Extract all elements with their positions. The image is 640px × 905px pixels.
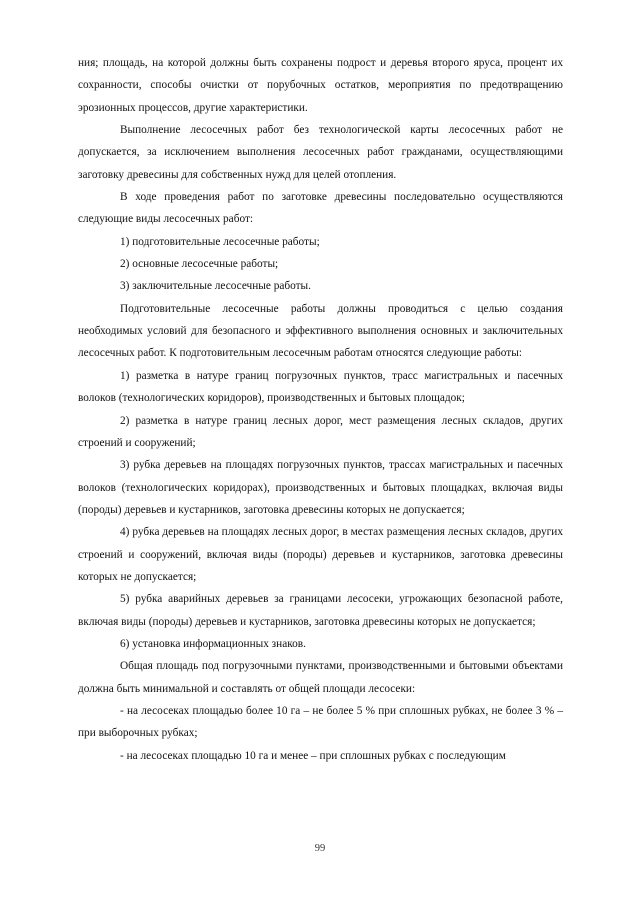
- list-item: 6) установка информационных знаков.: [120, 637, 306, 650]
- list-item: 1) разметка в натуре границ погрузочных пунктов, трасс магистральных и пасечных волоков (технологических коридоров), производственных и бытовых площадок;: [78, 369, 563, 405]
- paragraph: Общая площадь под погрузочными пунктами, производственными и бытовыми объектами должна быть минимальной и составлять от общей площади лесосеки:: [78, 660, 563, 695]
- page-number: 99: [314, 843, 326, 854]
- list-item: 2) основные лесосечные работы;: [120, 258, 279, 271]
- list-item: 3) рубка деревьев на площадях погрузочных пунктов, трассах магистральных и пасечных волоков (технологических коридорах), производственных и бытовых площадках, включая виды (породы) деревьев и кустарников, заготовка древесины которых не допускается;: [78, 459, 563, 516]
- list-item: 2) разметка в натуре границ лесных дорог, мест размещения лесных складов, других строений и сооружений;: [78, 414, 563, 449]
- list-item: 3) заключительные лесосечные работы.: [120, 280, 311, 293]
- paragraph: ния; площадь, на которой должны быть сохранены подрост и деревья второго яруса, процент их сохранности, способы очистки от порубочных остатков, мероприятия по предотвращению эрозионных процессов, другие характеристики.: [78, 57, 563, 114]
- paragraph: В ходе проведения работ по заготовке древесины последовательно осуществляются следующие виды лесосечных работ:: [78, 191, 563, 226]
- list-item: - на лесосеках площадью более 10 га – не более 5 % при сплошных рубках, не более 3 % – при выборочных рубках;: [78, 704, 563, 740]
- list-item: - на лесосеках площадью 10 га и менее – при сплошных рубках с последующим: [120, 749, 506, 762]
- paragraph: Выполнение лесосечных работ без технологической карты лесосечных работ не допускается, за исключением выполнения лесосечных работ гражданами, осуществляющими заготовку древесины для собственных нужд для целей отопления.: [78, 124, 563, 181]
- list-item: 5) рубка аварийных деревьев за границами лесосеки, угрожающих безопасной работе, включая виды (породы) деревьев и кустарников, заготовка древесины которых не допускается;: [78, 593, 563, 628]
- paragraph: Подготовительные лесосечные работы должны проводиться с целью создания необходимых условий для безопасного и эффективного выполнения основных и заключительных лесосечных работ. К подготовительным лесосечным работам относятся следующие работы:: [78, 302, 563, 360]
- body-text: [78, 52, 563, 767]
- list-item: 1) подготовительные лесосечные работы;: [120, 235, 320, 248]
- list-item: 4) рубка деревьев на площадях лесных дорог, в местах размещения лесных складов, других строений и сооружений, включая виды (породы) деревьев и кустарников, заготовка древесины которых не допускается;: [78, 526, 563, 583]
